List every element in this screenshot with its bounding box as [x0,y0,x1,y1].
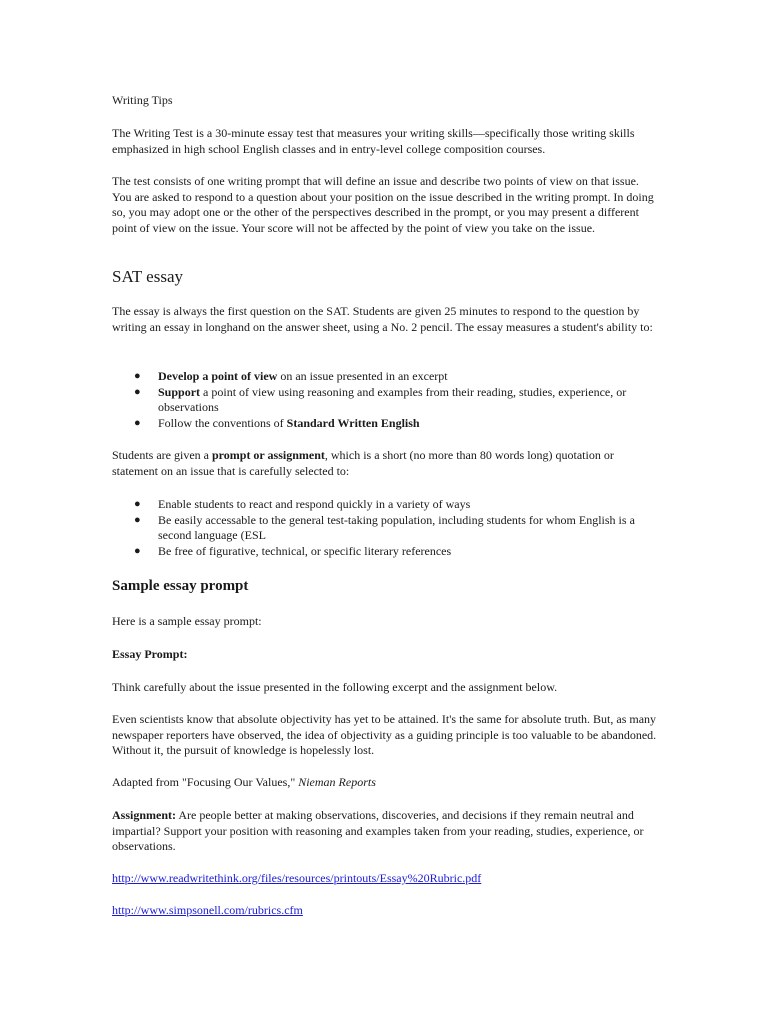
sat-essay-heading: SAT essay [112,267,183,286]
rubrics-link[interactable]: http://www.simpsonell.com/rubrics.cfm [112,903,303,917]
sample-essay-heading: Sample essay prompt [112,578,249,594]
item-text: Follow the conventions of [158,415,287,430]
link2-line [112,903,658,919]
adapted-source: Nieman Reports [298,775,376,789]
item-text: a point of view using reasoning and examples from their reading, studies, experience, or observations [158,384,627,415]
bullet-icon: ● [134,544,141,557]
prompt-intro-pre: Students are given a [112,448,212,462]
sample-intro: Here is a sample essay prompt: [112,614,262,628]
bullet-icon: ● [134,513,141,526]
prompt-intro-paragraph [112,448,658,479]
adapted-from-line [112,775,658,791]
item-text: Be easily accessable to the general test-taking population, including students for whom English is a second language (ESL [158,512,635,543]
item-text: Enable students to react and respond quickly in a variety of ways [158,497,471,511]
essay-prompt-label: Essay Prompt: [112,647,188,661]
list-item [112,416,658,432]
item-text: Be free of figurative, technical, or specific literary references [158,543,452,558]
think-carefully-paragraph: Think carefully about the issue presented in the following excerpt and the assignment below. [112,680,558,694]
assignment-label: Assignment: [112,808,177,822]
list-item [112,369,658,385]
item-text: on an issue presented in an excerpt [277,369,448,383]
intro-paragraph: The Writing Test is a 30-minute essay test that measures your writing skills—specifically those writing skills emphasized in high school English classes and in entry-level college composition courses. [112,126,635,156]
list-item [112,497,658,513]
prompt-qualities-list [112,497,658,559]
bullet-icon: ● [134,385,141,398]
bold-text: Support [158,384,201,399]
writing-tips-title: Writing Tips [112,93,173,107]
bold-text: Develop a point of view [158,369,278,383]
rubric-pdf-link[interactable]: http://www.readwritethink.org/files/resources/printouts/Essay%20Rubric.pdf [112,871,482,885]
sat-paragraph: The essay is always the first question on the SAT. Students are given 25 minutes to respond to the question by writing an essay in longhand on the answer sheet, using a No. 2 pencil. The essay measures a student's ability to: [112,304,653,334]
list-item [112,385,658,416]
prompt-intro-post: , which is a short (no more than 80 words long) quotation or statement on an issue that is carefully selected to: [112,448,614,478]
ability-list [112,369,658,431]
bullet-icon: ● [134,370,141,382]
assignment-paragraph [112,808,658,855]
list-item [112,544,658,560]
test-description-paragraph: The test consists of one writing prompt that will define an issue and describe two points of view on that issue. You are asked to respond to a question about your position on the issue described in the writing prompt. In doing so, you may adopt one or the other of the perspectives described in the prompt, or you may present a different point of view on the issue. Your score will not be affected by the point of view you take on the issue. [112,174,654,235]
adapted-pre: Adapted from "Focusing Our Values," [112,775,299,789]
link1-line [112,871,658,887]
list-item [112,513,658,544]
prompt-intro-bold: prompt or assignment [211,448,325,462]
bold-text: Standard Written English [286,415,420,430]
bullet-icon: ● [134,416,141,429]
assignment-text: Are people better at making observations, discoveries, and decisions if they remain neutral and impartial? Support your position with reasoning and examples taken from your reading, studies, experience, or observations. [112,808,644,854]
bullet-icon: ● [134,498,141,510]
excerpt-paragraph: Even scientists know that absolute objectivity has yet to be attained. It's the same for absolute truth. But, as many newspaper reporters have observed, the idea of objectivity as a guiding principle is too valuable to be abandoned. Without it, the pursuit of knowledge is hopelessly lost. [112,712,657,758]
